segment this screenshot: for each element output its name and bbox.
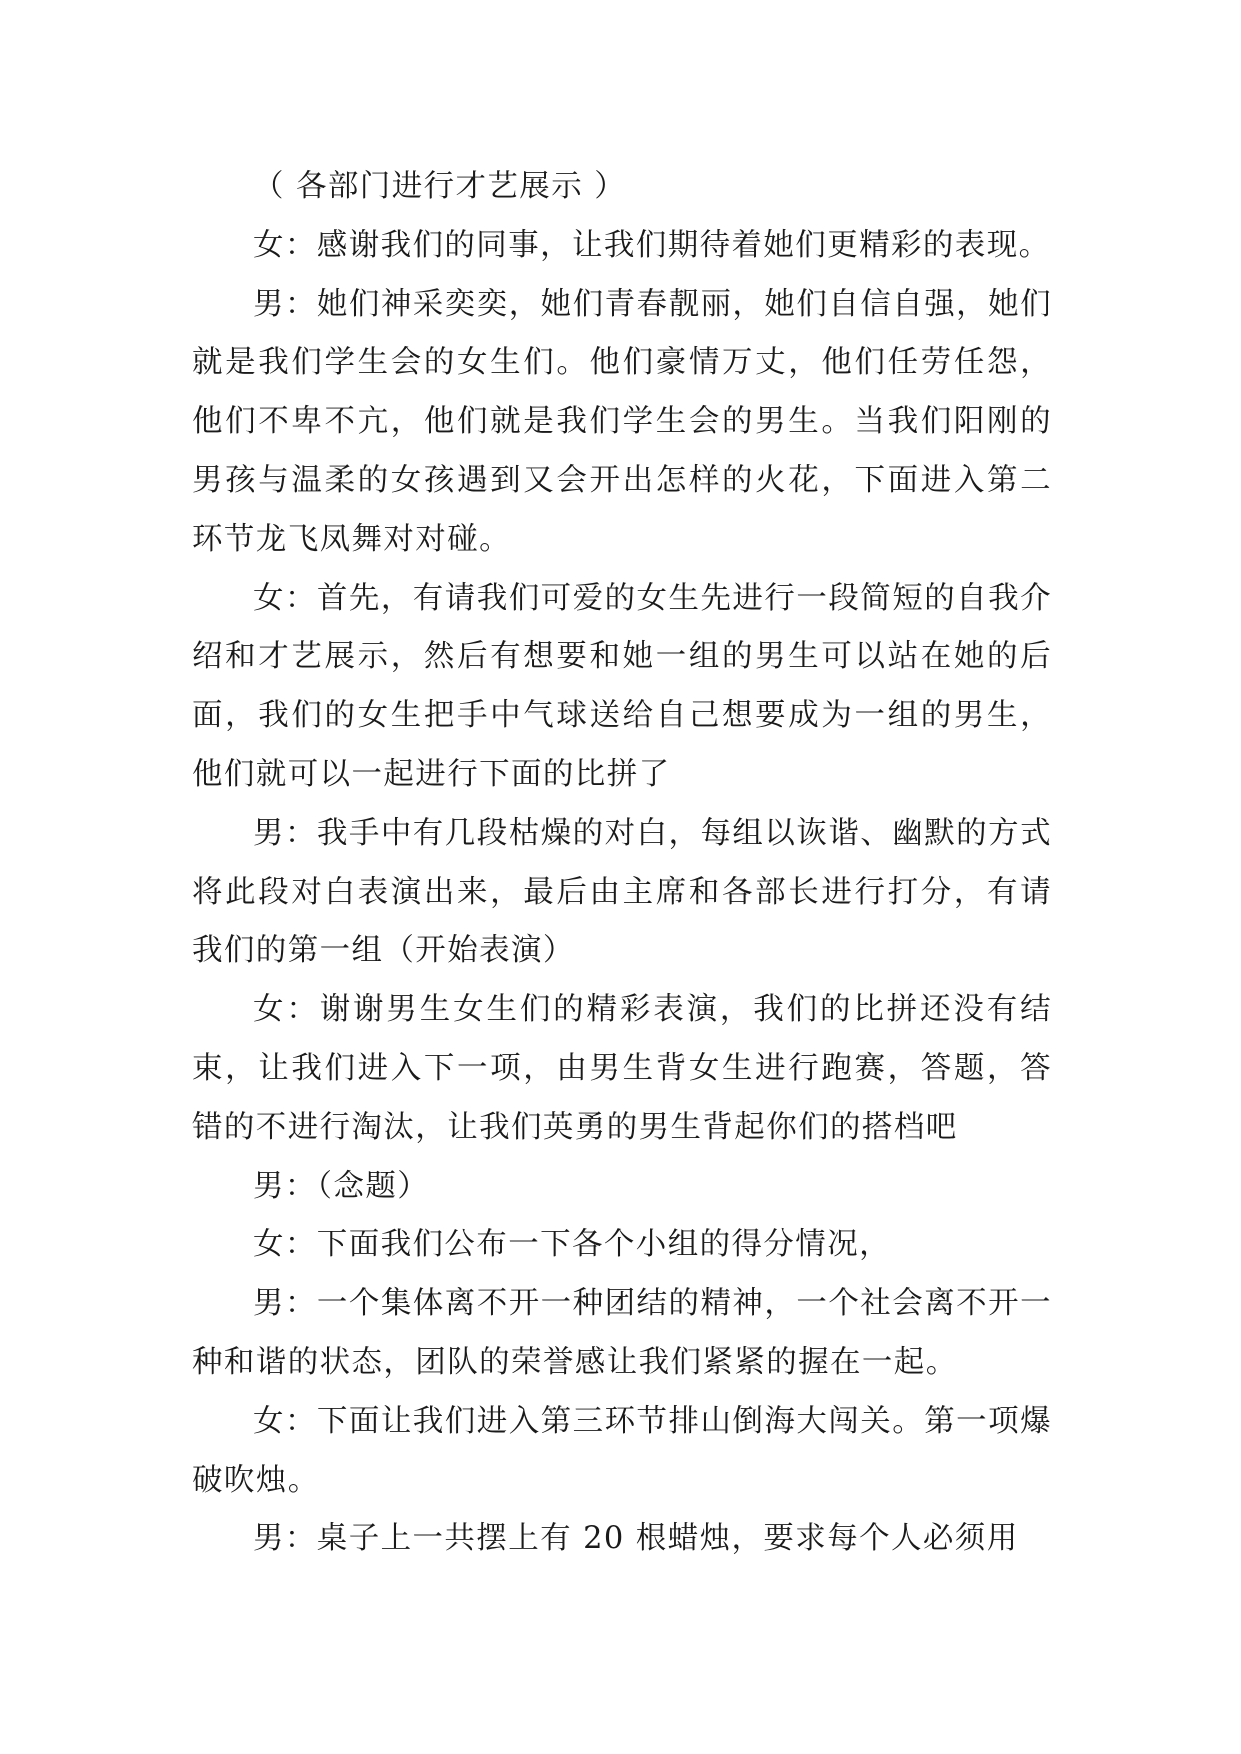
paragraph-male-2: 男：我手中有几段枯燥的对白，每组以诙谐、幽默的方式将此段对白表演出来，最后由主席和各部长进行打分，有请我们的第一组（开始表演） [192, 815, 1052, 969]
paragraph-male-1: 男：她们神采奕奕，她们青春靓丽，她们自信自强，她们就是我们学生会的女生们。他们豪情万丈，他们任劳任怨，他们不卑不亢，他们就是我们学生会的男生。当我们阳刚的男孩与温柔的女孩遇到又会开出怎样的火花，下面进入第二环节龙飞凤舞对对碰。 [192, 286, 1052, 557]
paragraph-female-2: 女：首先，有请我们可爱的女生先进行一段简短的自我介绍和才艺展示，然后有想要和她一组的男生可以站在她的后面，我们的女生把手中气球送给自己想要成为一组的男生，他们就可以一起进行下面的比拼了 [192, 580, 1052, 792]
paragraph-female-4: 女：下面我们公布一下各个小组的得分情况， [253, 1227, 891, 1263]
paragraph-female-1: 女：感谢我们的同事，让我们期待着她们更精彩的表现。 [253, 227, 1051, 263]
document-body [192, 158, 1052, 1569]
paragraph-female-3: 女：谢谢男生女生们的精彩表演，我们的比拼还没有结束，让我们进入下一项，由男生背女生进行跑赛，答题，答错的不进行淘汰，让我们英勇的男生背起你们的搭档吧 [192, 992, 1052, 1145]
paragraph-male-4: 男：一个集体离不开一种团结的精神，一个社会离不开一种和谐的状态，团队的荣誉感让我们紧紧的握在一起。 [192, 1286, 1052, 1380]
paragraph-male-5: 男：桌子上一共摆上有 20 根蜡烛，要求每个人必须用 [253, 1521, 1019, 1557]
paragraph-stage-direction: （ 各部门进行才艺展示 ） [253, 169, 627, 204]
paragraph-male-3: 男：（念题） [253, 1168, 430, 1204]
paragraph-female-5: 女：下面让我们进入第三环节排山倒海大闯关。第一项爆破吹烛。 [192, 1403, 1052, 1498]
